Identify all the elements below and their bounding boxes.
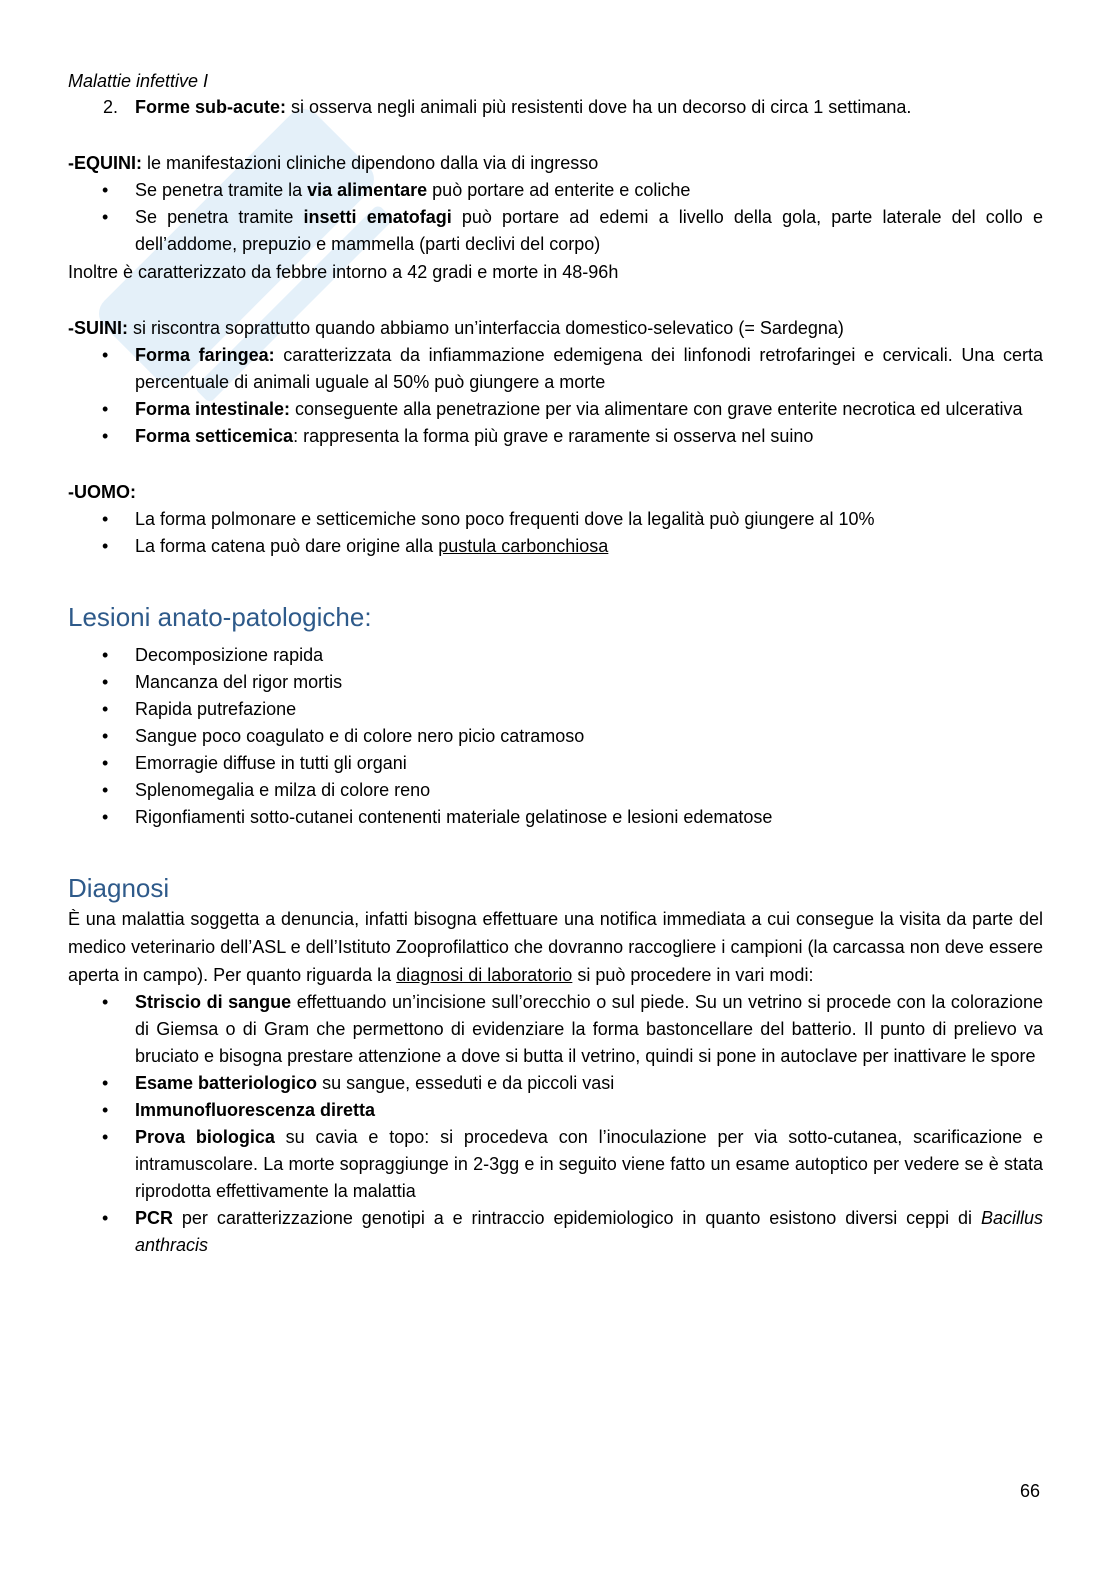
list-item: • Emorragie diffuse in tutti gli organi xyxy=(68,750,1043,777)
list-item: 2. Forme sub-acute: si osserva negli animali più resistenti dove ha un decorso di circa 1 settimana. xyxy=(103,97,912,117)
list-item: • La forma catena può dare origine alla pustula carbonchiosa xyxy=(68,533,1043,560)
list-item: • La forma polmonare e setticemiche sono poco frequenti dove la legalità può giungere al 10% xyxy=(68,506,1043,533)
list-item: • Rapida putrefazione xyxy=(68,696,1043,723)
section-heading-diagnosi: Diagnosi xyxy=(68,873,170,903)
list-item: • Splenomegalia e milza di colore reno xyxy=(68,777,1043,804)
list-item: • Forma setticemica: rappresenta la forma più grave e raramente si osserva nel suino xyxy=(68,423,1043,450)
suini-paragraph: -SUINI: si riscontra soprattutto quando abbiamo un’interfaccia domestico-selevatico (= Sardegna) xyxy=(68,318,844,338)
suini-list xyxy=(68,342,1043,450)
equini-list xyxy=(68,177,1043,258)
equini-paragraph: -EQUINI: le manifestazioni cliniche dipendono dalla via di ingresso xyxy=(68,153,599,173)
diagnosi-paragraph: È una malattia soggetta a denuncia, infatti bisogna effettuare una notifica immediata a cui consegue la visita da parte del medico veterinario dell’ASL e dell’Istituto Zooprofilattico che dovranno raccogliere i campioni (la carcassa non deve essere aperta in campo). Per quanto riguarda la diagnosi di laboratorio si può procedere in vari modi: xyxy=(68,909,1043,985)
running-header: Malattie infettive I xyxy=(68,71,209,91)
list-item: • Rigonfiamenti sotto-cutanei contenenti materiale gelatinose e lesioni edematose xyxy=(68,804,1043,831)
list-item: • Se penetra tramite la via alimentare può portare ad enterite e coliche xyxy=(68,177,1043,204)
list-item: • Decomposizione rapida xyxy=(68,642,1043,669)
list-item: • Immunofluorescenza diretta xyxy=(68,1097,1043,1124)
uomo-list xyxy=(68,506,1043,560)
list-item: • Forma faringea: caratterizzata da infiammazione edemigena dei linfonodi retrofaringei e cervicali. Una certa percentuale di animali uguale al 50% può giungere a morte xyxy=(68,342,1043,396)
list-item: • Se penetra tramite insetti ematofagi può portare ad edemi a livello della gola, parte laterale del collo e dell’addome, prepuzio e mammella (parti declivi del corpo) xyxy=(68,204,1043,258)
list-item: • Prova biologica su cavia e topo: si procedeva con l’inoculazione per via sotto-cutanea, scarificazione e intramuscolare. La morte sopraggiunge in 2-3gg e in seguito viene fatto un esame autoptico per vedere se è stata riprodotta effettivamente la malattia xyxy=(68,1124,1043,1205)
equini-footer: Inoltre è caratterizzato da febbre intorno a 42 gradi e morte in 48-96h xyxy=(68,262,619,282)
intro-list xyxy=(68,94,1043,121)
page-number: 66 xyxy=(1020,1481,1041,1501)
list-item: • Forma intestinale: conseguente alla penetrazione per via alimentare con grave enterite necrotica ed ulcerativa xyxy=(68,396,1043,423)
section-heading-lesioni: Lesioni anato-patologiche: xyxy=(68,602,372,632)
uomo-heading: -UOMO: xyxy=(68,482,136,502)
diagnosi-list xyxy=(68,989,1043,1259)
list-item: • Striscio di sangue effettuando un’incisione sull’orecchio o sul piede. Su un vetrino si procede con la colorazione di Giemsa o di Gram che permettono di evidenziare la forma bastoncellare del batterio. Il punto di prelievo va bruciato e bisogna prestare attenzione a dove si butta il vetrino, quindi si pone in autoclave per inattivare le spore xyxy=(68,989,1043,1070)
document-page xyxy=(68,68,1043,1259)
list-item: • PCR per caratterizzazione genotipi a e rintraccio epidemiologico in quanto esistono diversi ceppi di Bacillus anthracis xyxy=(68,1205,1043,1259)
list-item: • Esame batteriologico su sangue, esseduti e da piccoli vasi xyxy=(68,1070,1043,1097)
list-item: • Sangue poco coagulato e di colore nero picio catramoso xyxy=(68,723,1043,750)
lesioni-list xyxy=(68,642,1043,831)
list-item: • Mancanza del rigor mortis xyxy=(68,669,1043,696)
